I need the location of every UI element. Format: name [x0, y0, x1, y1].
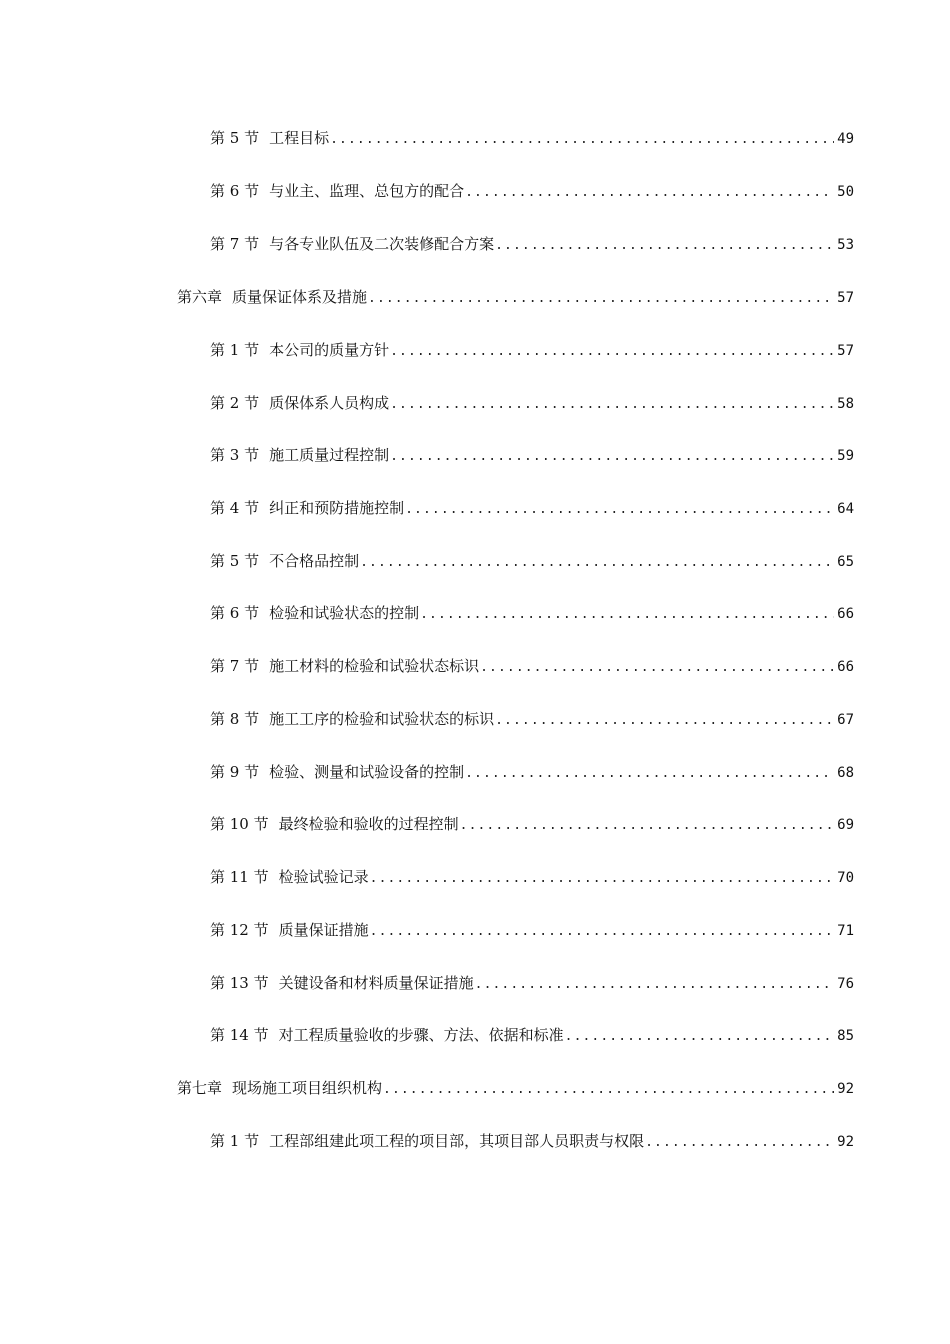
toc-entry-number: 第 12 节 [210, 921, 269, 939]
toc-entry-section[interactable] [210, 340, 854, 362]
toc-page-number: 66 [837, 606, 854, 622]
toc-entry-number: 第 10 节 [210, 815, 269, 833]
toc-entry-number: 第七章 [177, 1079, 223, 1097]
toc-entry-number: 第 3 节 [210, 446, 260, 464]
toc-entry-title: 对工程质量验收的步骤、方法、依据和标准 [278, 1026, 564, 1044]
toc-page-number: 68 [837, 765, 854, 781]
toc-dot-leader [360, 553, 834, 573]
toc-page-number: 50 [837, 184, 854, 200]
toc-entry-number: 第 5 节 [210, 552, 260, 570]
toc-entry-label [210, 128, 329, 148]
toc-entry-title: 工程部组建此项工程的项目部，其项目部人员职责与权限 [269, 1132, 645, 1150]
toc-dot-leader [565, 1027, 835, 1047]
toc-dot-leader [390, 447, 834, 467]
toc-entry-section[interactable] [210, 920, 854, 942]
toc-page-number: 70 [837, 870, 854, 886]
toc-entry-label [210, 340, 389, 360]
toc-entry-number: 第 4 节 [210, 499, 260, 517]
toc-entry-label [210, 498, 404, 518]
toc-entry-chapter[interactable] [177, 287, 854, 309]
toc-entry-title: 检验试验记录 [278, 868, 369, 886]
toc-entry-label [210, 656, 479, 676]
toc-dot-leader [370, 922, 835, 942]
toc-entry-section[interactable] [210, 762, 854, 784]
toc-dot-leader [480, 658, 834, 678]
toc-entry-label [210, 709, 494, 729]
toc-entry-label [210, 603, 419, 623]
toc-entry-section[interactable] [210, 445, 854, 467]
toc-page-number: 59 [837, 448, 854, 464]
toc-entry-title: 质量保证措施 [278, 921, 369, 939]
toc-entry-label [210, 393, 389, 413]
toc-entry-number: 第 2 节 [210, 394, 260, 412]
toc-entry-title: 检验和试验状态的控制 [269, 604, 420, 622]
toc-entry-title: 质量保证体系及措施 [232, 288, 368, 306]
toc-entry-section[interactable] [210, 551, 854, 573]
toc-page-number: 49 [837, 131, 854, 147]
toc-page-number: 92 [837, 1081, 854, 1097]
toc-entry-number: 第 11 节 [210, 868, 269, 886]
toc-dot-leader [390, 395, 834, 415]
toc-page-number: 76 [837, 976, 854, 992]
toc-entry-title: 施工材料的检验和试验状态标识 [269, 657, 480, 675]
toc-dot-leader [370, 869, 835, 889]
toc-entry-number: 第 5 节 [210, 129, 260, 147]
toc-entry-section[interactable] [210, 656, 854, 678]
toc-dot-leader [465, 183, 834, 203]
toc-dot-leader [465, 764, 834, 784]
toc-entry-label [210, 973, 474, 993]
toc-entry-label [210, 920, 369, 940]
toc-entry-label [210, 445, 389, 465]
toc-entry-number: 第 1 节 [210, 1132, 260, 1150]
toc-dot-leader [475, 975, 835, 995]
toc-page-number: 57 [837, 343, 854, 359]
toc-entry-section[interactable] [210, 1131, 854, 1153]
toc-entry-number: 第 14 节 [210, 1026, 269, 1044]
toc-entry-title: 本公司的质量方针 [269, 341, 390, 359]
toc-entry-title: 不合格品控制 [269, 552, 360, 570]
toc-dot-leader [645, 1133, 834, 1153]
toc-page-number: 53 [837, 237, 854, 253]
toc-entry-section[interactable] [210, 814, 854, 836]
toc-entry-section[interactable] [210, 867, 854, 889]
toc-entry-title: 与业主、监理、总包方的配合 [269, 182, 465, 200]
toc-entry-label [210, 814, 459, 834]
toc-entry-title: 关键设备和材料质量保证措施 [278, 974, 474, 992]
toc-entry-section[interactable] [210, 181, 854, 203]
toc-entry-title: 与各专业队伍及二次装修配合方案 [269, 235, 495, 253]
toc-page-number: 58 [837, 396, 854, 412]
toc-entry-number: 第 8 节 [210, 710, 260, 728]
toc-dot-leader [495, 711, 834, 731]
toc-page-number: 57 [837, 290, 854, 306]
toc-entry-label [210, 867, 369, 887]
toc-entry-number: 第 6 节 [210, 182, 260, 200]
toc-page-number: 66 [837, 659, 854, 675]
toc-entry-label [210, 181, 464, 201]
toc-entry-title: 检验、测量和试验设备的控制 [269, 763, 465, 781]
toc-entry-section[interactable] [210, 393, 854, 415]
toc-dot-leader [330, 130, 834, 150]
toc-entry-chapter[interactable] [177, 1078, 854, 1100]
toc-entry-title: 纠正和预防措施控制 [269, 499, 405, 517]
toc-entry-title: 工程目标 [269, 129, 330, 147]
toc-dot-leader [368, 289, 834, 309]
toc-page-number: 64 [837, 501, 854, 517]
toc-entry-title: 施工质量过程控制 [269, 446, 390, 464]
toc-dot-leader [405, 500, 834, 520]
toc-entry-number: 第 13 节 [210, 974, 269, 992]
toc-entry-section[interactable] [210, 709, 854, 731]
toc-entry-label [210, 234, 494, 254]
toc-entry-title: 施工工序的检验和试验状态的标识 [269, 710, 495, 728]
toc-entry-number: 第 6 节 [210, 604, 260, 622]
toc-dot-leader [390, 342, 834, 362]
toc-entry-section[interactable] [210, 234, 854, 256]
toc-entry-section[interactable] [210, 128, 854, 150]
toc-dot-leader [460, 816, 835, 836]
toc-entry-number: 第 9 节 [210, 763, 260, 781]
toc-entry-label [210, 551, 359, 571]
toc-entry-number: 第 7 节 [210, 235, 260, 253]
toc-entry-label [210, 762, 464, 782]
toc-entry-section[interactable] [210, 1025, 854, 1047]
toc-entry-title: 现场施工项目组织机构 [232, 1079, 383, 1097]
toc-entry-label [210, 1025, 564, 1045]
toc-page-number: 92 [837, 1134, 854, 1150]
toc-page-number: 67 [837, 712, 854, 728]
toc-page-number: 85 [837, 1028, 854, 1044]
toc-page-number: 65 [837, 554, 854, 570]
toc-dot-leader [495, 236, 834, 256]
toc-entry-section[interactable] [210, 973, 854, 995]
toc-page-number: 69 [837, 817, 854, 833]
toc-dot-leader [420, 605, 834, 625]
toc-entry-number: 第 7 节 [210, 657, 260, 675]
toc-entry-label [177, 1078, 382, 1098]
toc-entry-section[interactable] [210, 603, 854, 625]
toc-entry-number: 第六章 [177, 288, 223, 306]
toc-entry-title: 质保体系人员构成 [269, 394, 390, 412]
toc-entry-title: 最终检验和验收的过程控制 [278, 815, 459, 833]
toc-entry-section[interactable] [210, 498, 854, 520]
toc-entry-number: 第 1 节 [210, 341, 260, 359]
toc-entry-label [177, 287, 367, 307]
toc-dot-leader [383, 1080, 834, 1100]
toc-page-number: 71 [837, 923, 854, 939]
toc-entry-label [210, 1131, 644, 1151]
